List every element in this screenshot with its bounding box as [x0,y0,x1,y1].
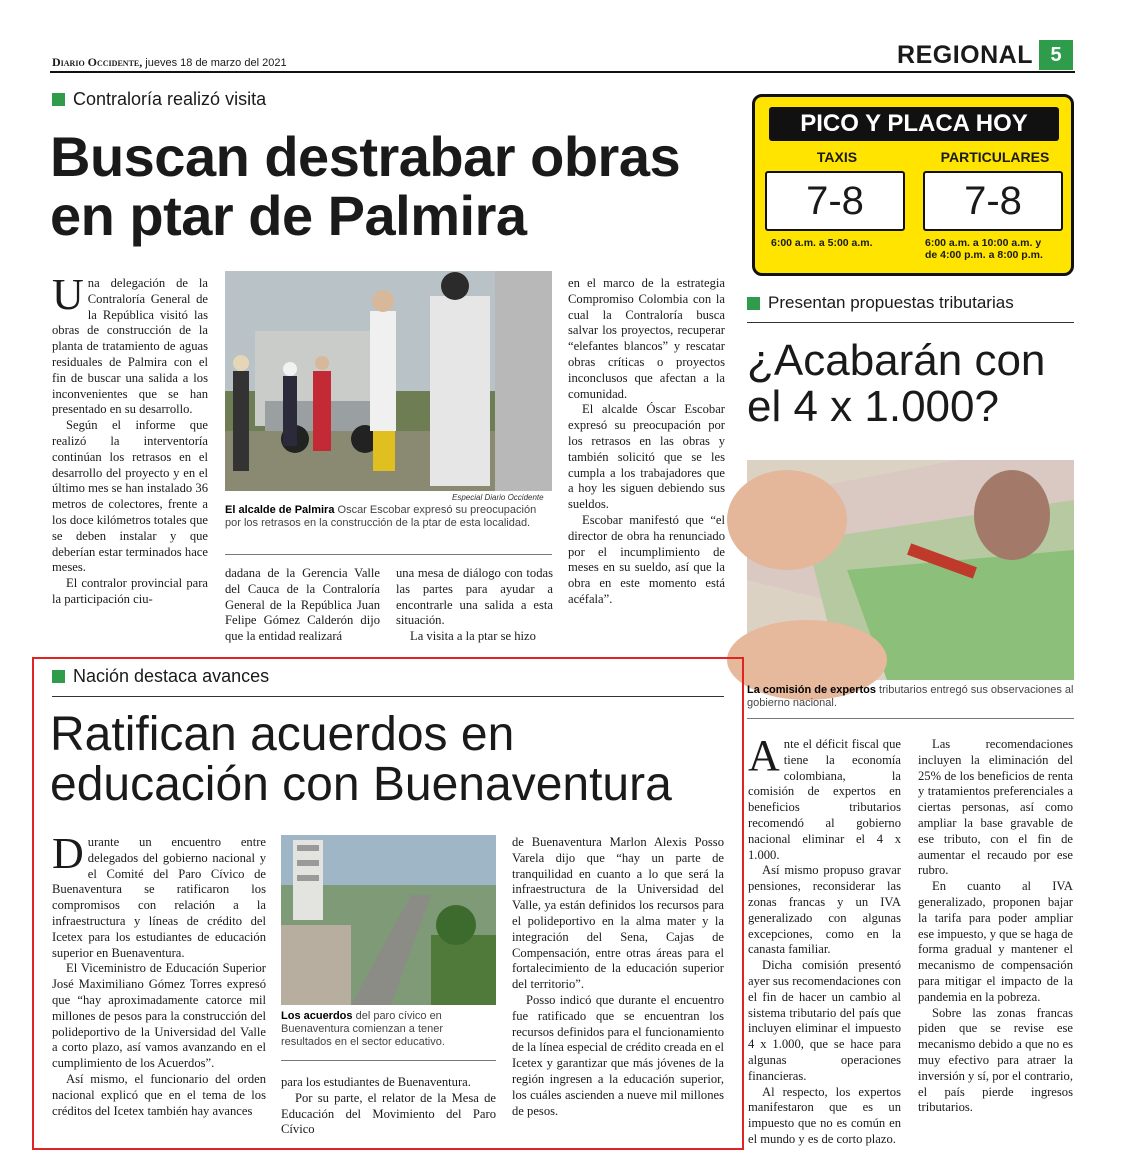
kicker-text: Nación destaca avances [73,666,270,686]
paragraph: Al respecto, los expertos manifestaron que es un impuesto que no es común en el mundo y es de corto plazo. [748,1084,901,1146]
particulares-hours [925,237,1043,261]
section-header [897,40,1073,70]
workers-site-photo [225,271,552,491]
paragraph: El alcalde Óscar Escobar expresó su preocupación por los retrasos en las obras y también solicitó que se les cumpla a los trabajadores que a hoy les siguen debiendo sus sueldos. [568,402,725,512]
paragraph: de Buenaventura Marlon Alexis Posso Varela dijo que “hay un parte de tranquilidad en cuanto a lo que será la infraestructura de la Universidad del Valle, ya están definidos los recursos para el polideportivo en la alma mater y la integración del Sena, Cajas de Compensación, entre otras áreas para el fortalecimiento de la educación superior del territorio”. [512,835,724,992]
caption-text: del paro cívico en Buenaventura comienzan a tener resultados en el sector educativo. [281,1010,445,1048]
story1-headline: Buscan destrabar obras en ptar de Palmira [50,125,681,247]
dropcap: U [52,270,84,319]
paragraph: Las recomendaciones incluyen la eliminación del 25% de los beneficios de renta y tratamientos preferenciales a ciertas personas, así como ampliar la base gravable de ese tributo, con el fin de aumentar el recaudo por ese rubro. [918,737,1073,878]
paragraph: nte el déficit fiscal que tiene la economía colombiana, la comisión de expertos en beneficios tributarios recomendó al gobierno nacional eliminar el 4 x 1.000. [748,737,901,862]
taxis-plates: 7-8 [765,171,905,231]
story3-headline: Ratifican acuerdos en educación con Buenaventura [50,708,672,812]
paragraph: una mesa de diálogo con todas las partes para ayudar a encontrarle una salida a esta situación. [396,566,553,628]
taxis-hours: 6:00 a.m. a 5:00 a.m. [771,237,873,249]
kicker-rule [747,322,1074,323]
particulares-hours-line: 6:00 a.m. a 10:00 a.m. y [925,237,1042,249]
paragraph: Posso indicó que durante el encuentro fue ratificado que se encuentran los recursos definidos para el funcionamiento de la línea especial de crédito creada en el Icetex y garantizar que más jóvenes de la región ingresen a la educación superior, los cuáles ascienden a nueve mil millones de pesos. [512,992,724,1118]
paragraph: El contralor provincial para la participación ciu- [52,576,208,606]
story2-caption [747,684,1074,710]
paragraph: El Viceministro de Educación Superior José Maximiliano Gómez Torres expresó que “hay aproximadamente catorce mil millones de pesos para la construcción del polideportivo de la Universidad del Valle a corto plazo, así vamos avanzando en el cumplimiento de los Acuerdos”. [52,961,266,1071]
kicker-text: Presentan propuestas tributarias [768,293,1014,312]
caption-rule [225,554,552,555]
story2-headline: ¿Acabarán con el 4 x 1.000? [747,336,1046,432]
pico-y-placa-box [752,94,1074,276]
story1-kicker [52,89,266,110]
page-number: 5 [1039,40,1073,70]
story2-photo [747,460,1074,680]
taxis-label: TAXIS [816,149,858,165]
story2-column-2 [918,737,1073,1127]
header-rule [50,71,1075,73]
dropcap: D [52,829,84,878]
dropcap: A [748,731,780,780]
kicker-square-icon [747,297,760,310]
story1-column-2 [225,566,380,652]
caption-lead: El alcalde de Palmira [225,504,335,516]
paper-name: Diario Occidente, [52,55,143,69]
story2-kicker [747,293,1014,313]
caption-text: tributarios entregó sus observaciones al gobierno nacional. [747,684,1074,709]
story1-caption [225,504,552,530]
paragraph: Por su parte, el relator de la Mesa de Educación del Movimiento del Paro Cívico [281,1090,496,1137]
paragraph: dadana de la Gerencia Valle del Cauca de la Contraloría General de la República Juan Felipe Gómez Calderón dijo que la entidad realizará [225,566,380,644]
masthead-date [52,55,287,70]
story2-column-1 [748,731,901,1146]
paragraph: Escobar manifestó que “el director de obra ha renunciado por el incumplimiento de meses en su sueldo, así que la obra en este momento está acéfala”. [568,512,725,606]
paragraph: en el marco de la estrategia Compromiso Colombia con la cual la Contraloría busca salvar los proyectos, recuperar “elefantes blancos” y rescatar obras críticas o proyectos inconclusos que afectan a la comunidad. [568,276,725,401]
paragraph: En cuanto al IVA generalizado, proponen bajar la tarifa para poder ampliar ese impuesto, y que se haga de forma gradual y mantener el mecanismo de compensación para mitigar el impacto de la pandemia en la pobreza. [918,879,1073,1004]
caption-lead: Los acuerdos [281,1010,353,1022]
banknotes-photo [747,460,1074,680]
particulares-label: PARTICULARES [940,149,1050,165]
kicker-text: Contraloría realizó visita [73,89,267,109]
paragraph: na delegación de la Contraloría General de la República visitó las obras de construcción de la planta de tratamiento de aguas residuales de Palmira con el fin de buscar una salida a los inconvenientes que se han presentado en su desarrollo. [52,276,208,417]
paragraph: Así mismo, el funcionario del orden nacional explicó que en el tema de los créditos del Icetex también hay avances [52,1071,266,1118]
paragraph: Dicha comisión presentó ayer sus recomendaciones con el fin de hacer un cambio al sistema tributario del país que incluyen eliminar el impuesto 4 x 1.000, que se hace para algunas operaciones financieras. [748,958,901,1083]
paragraph: La visita a la ptar se hizo [410,629,536,644]
kicker-square-icon [52,93,65,106]
section-title: REGIONAL [897,40,1033,69]
particulares-plates: 7-8 [923,171,1063,231]
caption-text: Oscar Escobar expresó su preocupación por los retrasos en la construcción de la ptar de esta localidad. [225,504,537,529]
highlight-frame [32,657,744,1150]
story1-column-4 [568,276,725,652]
paragraph: Así mismo propuso gravar pensiones, reconsiderar las zonas francas y un IVA generalizado con algunas excepciones, como en la canasta familiar. [748,863,901,957]
paragraph: para los estudiantes de Buenaventura. [281,1075,471,1089]
caption-rule [747,718,1074,719]
particulares-hours-line: de 4:00 p.m. a 8:00 p.m. [925,249,1043,261]
photo-credit: Especial Diario Occidente [452,493,544,502]
story1-photo [225,271,552,491]
story1-column-3 [396,566,553,652]
caption-lead: La comisión de expertos [747,684,876,696]
issue-date: jueves 18 de marzo del 2021 [145,57,287,69]
paragraph: Sobre las zonas francas piden que se revise ese mecanismo debido a que no es muy efectivo para atraer la inversión y sí, por el contrario, el país pierde ingresos tributarios. [918,1005,1073,1115]
story1-column-1 [52,270,208,652]
paragraph: Según el informe que realizó la interventoría continúan los retrasos en el desarrollo del proyecto y en el último mes se han instalado 36 metros de colectores, frente a los doce kilómetros totales que se deben instalar y que deberían estar terminados hace meses. [52,418,208,575]
pico-y-placa-title: PICO Y PLACA HOY [769,107,1059,141]
paragraph: urante un encuentro entre delegados del gobierno nacional y el Comité del Paro Cívico de Buenaventura se ratificaron los compromisos con relación a la infraestructura y líneas de crédito del Icetex para los estudiantes de educación superior en Buenaventura. [52,835,266,960]
